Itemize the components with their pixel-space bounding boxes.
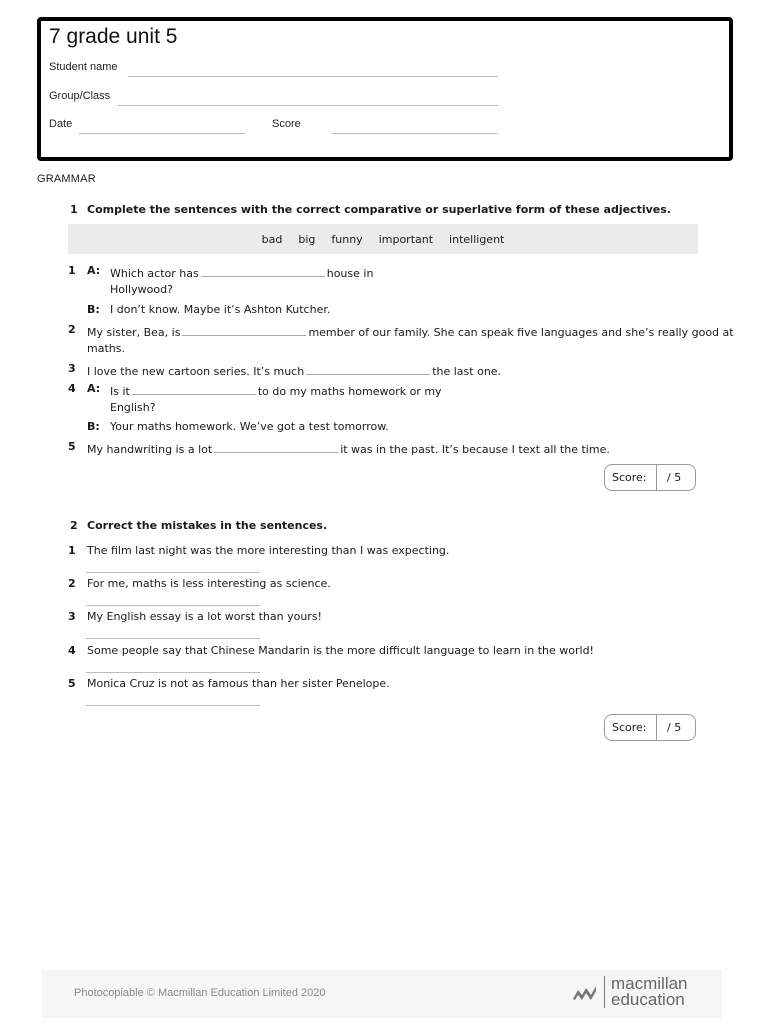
date-field[interactable] <box>79 133 245 134</box>
logo-wordmark <box>611 976 688 1008</box>
student-name-label: Student name <box>49 61 118 73</box>
sentence-text: For me, maths is less interesting as science. <box>87 577 331 590</box>
copyright-text: Photocopiable © Macmillan Education Limited 2020 <box>74 987 326 999</box>
sentence-text: maths. <box>87 342 125 355</box>
speaker-label: A: <box>87 382 101 395</box>
answer-blank[interactable] <box>306 362 430 375</box>
sentence-text: I love the new cartoon series. It’s much <box>87 365 305 378</box>
speaker-label: B: <box>87 303 100 316</box>
page-title: 7 grade unit 5 <box>49 25 178 48</box>
sentence-text: it was in the past. It’s because I text all the time. <box>340 443 610 456</box>
item-number: 3 <box>68 362 76 375</box>
word-big: big <box>298 232 316 246</box>
exercise-2-number: 2 <box>70 519 78 532</box>
sentence-line <box>110 382 442 398</box>
sentence-text: My handwriting is a lot <box>87 443 213 456</box>
word-box <box>68 224 698 254</box>
sentence-text: Hollywood? <box>110 283 173 296</box>
exercise-1-instruction: Complete the sentences with the correct comparative or superlative form of these adjectives. <box>87 203 671 216</box>
sentence-text: to do my maths homework or my <box>257 385 442 398</box>
sentence-line <box>87 362 501 378</box>
answer-line[interactable] <box>86 572 260 573</box>
date-label: Date <box>49 118 73 130</box>
group-field[interactable] <box>118 105 498 106</box>
score-box-value: / 5 <box>667 721 682 734</box>
score-field[interactable] <box>332 133 498 134</box>
answer-blank[interactable] <box>132 382 256 395</box>
word-bad: bad <box>261 232 283 246</box>
item-number: 2 <box>68 577 76 590</box>
sentence-text: member of our family. She can speak five languages and she’s really good at <box>308 326 734 339</box>
exercise-1-number: 1 <box>70 203 78 216</box>
exercise-1-score-box[interactable] <box>604 464 696 491</box>
item-number: 4 <box>68 382 76 395</box>
student-name-field[interactable] <box>128 76 498 77</box>
sentence-text: Some people say that Chinese Mandarin is the more difficult language to learn in the world! <box>87 644 594 657</box>
sentence-text: the last one. <box>432 365 502 378</box>
logo-text-line2: education <box>611 990 685 1009</box>
item-number: 3 <box>68 610 76 623</box>
sentence-text: Is it <box>110 385 130 398</box>
sentence-text: The film last night was the more interesting than I was expecting. <box>87 544 450 557</box>
score-box-label: Score: <box>612 721 647 734</box>
answer-blank[interactable] <box>201 264 325 277</box>
macmillan-logo <box>572 976 688 1008</box>
exercise-2-instruction: Correct the mistakes in the sentences. <box>87 519 328 532</box>
sentence-text: My sister, Bea, is <box>87 326 181 339</box>
logo-text-line1: macmillan <box>611 974 688 993</box>
group-label: Group/Class <box>49 90 111 102</box>
score-label: Score <box>272 118 301 130</box>
score-box-label: Score: <box>612 471 647 484</box>
sentence-line <box>110 264 373 280</box>
macmillan-logo-icon <box>572 982 598 1002</box>
exercise-2-score-box[interactable] <box>604 714 696 741</box>
item-number: 2 <box>68 323 76 336</box>
word-funny: funny <box>331 232 363 246</box>
answer-blank[interactable] <box>214 440 338 453</box>
answer-line[interactable] <box>86 672 260 673</box>
item-number: 5 <box>68 440 76 453</box>
answer-blank[interactable] <box>182 323 306 336</box>
word-intelligent: intelligent <box>449 232 505 246</box>
sentence-text: house in <box>326 267 374 280</box>
speaker-label: B: <box>87 420 100 433</box>
word-important: important <box>378 232 434 246</box>
answer-line[interactable] <box>86 605 260 606</box>
answer-line[interactable] <box>86 638 260 639</box>
section-heading: GRAMMAR <box>37 173 96 185</box>
item-number: 1 <box>68 264 76 277</box>
score-box-value: / 5 <box>667 471 682 484</box>
sentence-line <box>87 440 610 456</box>
student-info-box <box>37 17 733 161</box>
sentence-text: Which actor has <box>110 267 199 280</box>
item-number: 5 <box>68 677 76 690</box>
item-number: 1 <box>68 544 76 557</box>
item-number: 4 <box>68 644 76 657</box>
footer <box>42 970 722 1018</box>
sentence-text: I don’t know. Maybe it’s Ashton Kutcher. <box>110 303 331 316</box>
sentence-text: English? <box>110 401 156 414</box>
speaker-label: A: <box>87 264 101 277</box>
sentence-line <box>87 323 734 339</box>
answer-line[interactable] <box>86 705 260 706</box>
logo-divider <box>604 976 605 1008</box>
sentence-text: My English essay is a lot worst than yours! <box>87 610 322 623</box>
sentence-text: Monica Cruz is not as famous than her sister Penelope. <box>87 677 390 690</box>
sentence-text: Your maths homework. We’ve got a test tomorrow. <box>110 420 389 433</box>
